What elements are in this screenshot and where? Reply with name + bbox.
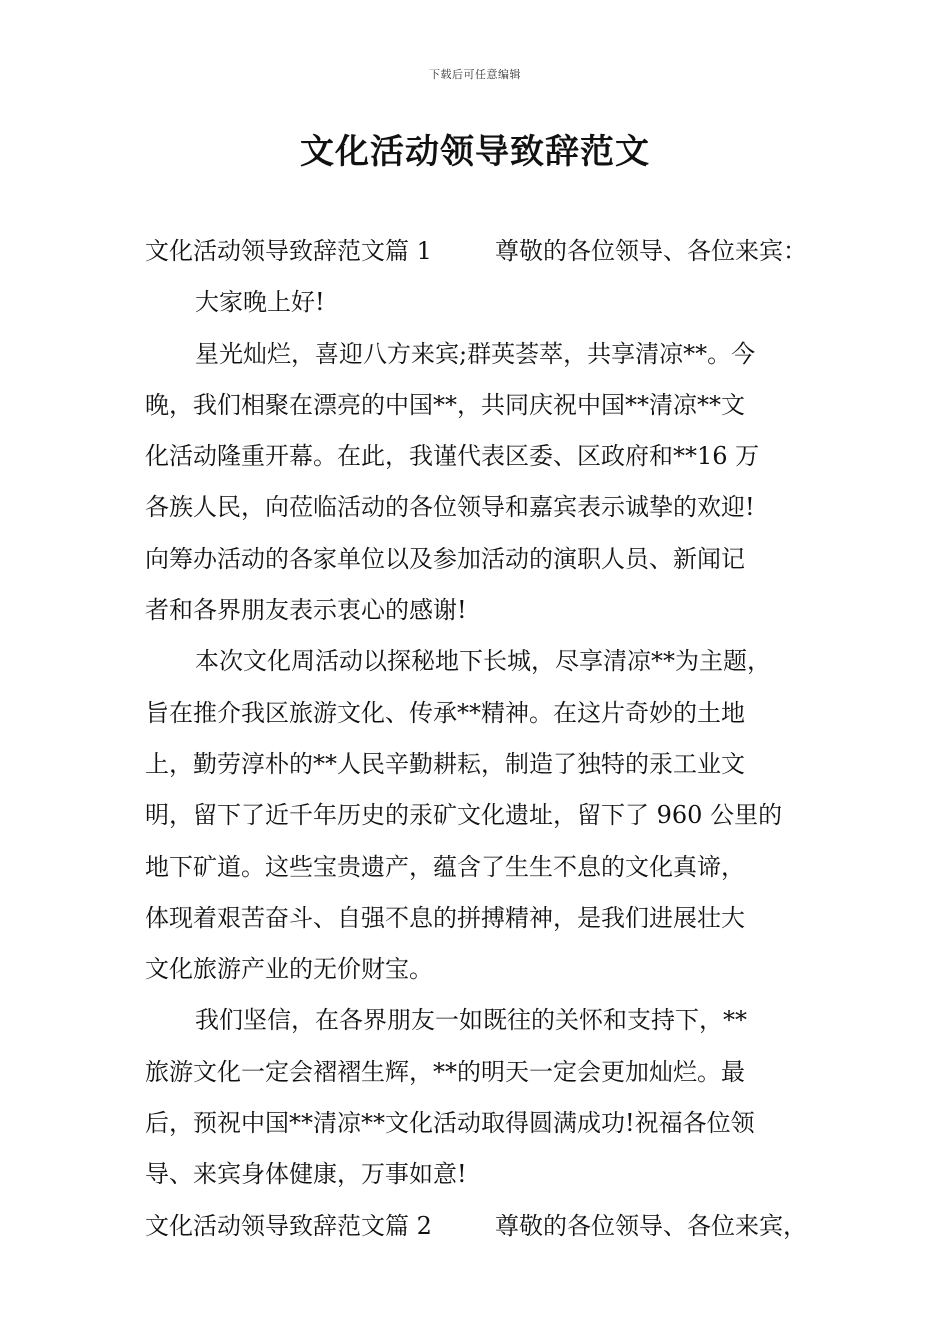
paragraph-line: 晚，我们相聚在漂亮的中国**，共同庆祝中国**清凉**文 [145, 390, 745, 419]
paragraph-line: 地下矿道。这些宝贵遗产，蕴含了生生不息的文化真谛， [145, 852, 745, 881]
paragraph-line: 上，勤劳淳朴的**人民辛勤耕耘，制造了独特的汞工业文 [145, 749, 745, 778]
paragraph-line: 体现着艰苦奋斗、自强不息的拼搏精神，是我们进展壮大 [145, 903, 745, 932]
header-note: 下载后可任意编辑 [429, 68, 521, 81]
section-heading: 文化活动领导致辞范文篇 2 [145, 1211, 432, 1240]
section-greeting: 尊敬的各位领导、各位来宾： [495, 237, 807, 265]
paragraph-line: 化活动隆重开幕。在此，我谨代表区委、区政府和**16 万 [145, 442, 760, 471]
paragraph-line: 大家晚上好! [195, 288, 325, 317]
paragraph-line: 文化旅游产业的无价财宝。 [145, 955, 433, 984]
document-title: 文化活动领导致辞范文 [300, 132, 650, 172]
section-heading-line [145, 226, 815, 277]
section-greeting: 尊敬的各位领导、各位来宾， [495, 1211, 807, 1240]
paragraph-line: 旨在推介我区旅游文化、传承**精神。在这片奇妙的土地 [145, 698, 745, 727]
paragraph-line: 星光灿烂，喜迎八方来宾;群英荟萃，共享清凉**。今 [195, 339, 756, 368]
paragraph-line: 明，留下了近千年历史的汞矿文化遗址，留下了 960 公里的 [145, 801, 783, 830]
paragraph-line: 各族人民，向莅临活动的各位领导和嘉宾表示诚挚的欢迎! [145, 493, 755, 522]
paragraph-line: 向筹办活动的各家单位以及参加活动的演职人员、新闻记 [145, 544, 745, 573]
paragraph-line: 导、来宾身体健康，万事如意! [145, 1160, 467, 1189]
paragraph-line: 旅游文化一定会褶褶生辉，**的明天一定会更加灿烂。最 [145, 1057, 745, 1086]
section-heading: 文化活动领导致辞范文篇 1 [145, 237, 432, 265]
paragraph-line: 我们坚信，在各界朋友一如既往的关怀和支持下，** [195, 1006, 747, 1035]
paragraph-line: 本次文化周活动以探秘地下长城，尽享清凉**为主题， [195, 647, 771, 676]
paragraph-line: 者和各界朋友表示衷心的感谢! [145, 596, 467, 625]
section-heading-line [145, 1201, 815, 1252]
document-body [145, 226, 815, 1252]
paragraph-line: 后，预祝中国**清凉**文化活动取得圆满成功!祝福各位领 [145, 1109, 755, 1138]
